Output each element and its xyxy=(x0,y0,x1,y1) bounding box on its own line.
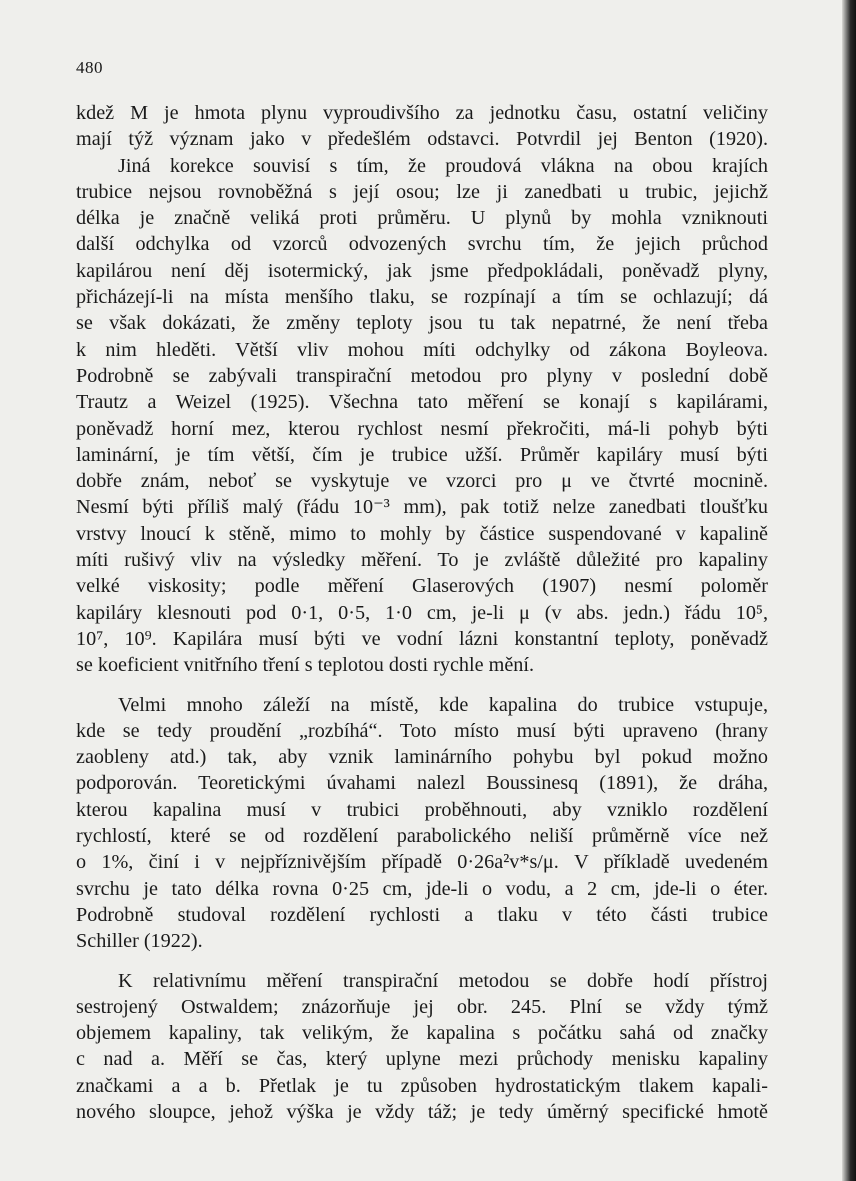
text-line: mají týž význam jako v předešlém odstavci. Potvrdil jej Benton (1920). xyxy=(76,128,768,151)
text-line: vrstvy lnoucí k stěně, mimo to mohly by částice suspendované v kapalině xyxy=(76,522,768,545)
paragraph-2 xyxy=(76,692,768,955)
text-line: 10⁷, 10⁹. Kapilára musí býti ve vodní lázni konstantní teploty, poněvadž xyxy=(76,627,768,650)
body-text xyxy=(76,100,768,1125)
text-line: sestrojený Ostwaldem; znázorňuje jej obr. 245. Plní se vždy týmž xyxy=(76,995,768,1018)
paragraph-gap xyxy=(76,679,768,692)
text-line: c nad a. Měří se čas, který uplyne mezi průchody menisku kapaliny xyxy=(76,1048,768,1071)
text-line: délka je značně veliká proti průměru. U plynů by mohla vzniknouti xyxy=(76,207,768,230)
text-line: objemem kapaliny, tak velikým, že kapalina s počátku sahá od značky xyxy=(76,1022,768,1045)
paragraph-1 xyxy=(76,100,768,679)
text-line: Velmi mnoho záleží na místě, kde kapalina do trubice vstupuje, xyxy=(118,693,768,716)
paragraph-gap xyxy=(76,955,768,968)
text-line: trubice nejsou rovnoběžná s její osou; lze ji zanedbati u trubic, jejichž xyxy=(76,180,768,203)
text-line: velké viskosity; podle měření Glaserových (1907) nesmí poloměr xyxy=(76,575,768,598)
text-line: K relativnímu měření transpirační metodou se dobře hodí přístroj xyxy=(118,969,768,992)
text-line: laminární, je tím větší, čím je trubice užší. Průměr kapiláry musí býti xyxy=(76,443,768,466)
text-line: dobře znám, neboť se vyskytuje ve vzorci pro μ ve čtvrté mocnině. xyxy=(76,470,768,493)
text-line: kapiláry klesnouti pod 0·1, 0·5, 1·0 cm, je-li μ (v abs. jedn.) řádu 10⁵, xyxy=(76,601,768,624)
text-line: zaobleny atd.) tak, aby vznik laminárního pohybu byl pokud možno xyxy=(76,746,768,769)
text-line: Podrobně studoval rozdělení rychlosti a tlaku v této části trubice xyxy=(76,903,768,926)
text-line: nového sloupce, jehož výška je vždy táž; je tedy úměrný specifické hmotě xyxy=(76,1100,768,1123)
text-line: Nesmí býti příliš malý (řádu 10⁻³ mm), pak totiž nelze zanedbati tloušťku xyxy=(76,496,768,519)
text-line: Schiller (1922). xyxy=(76,930,203,953)
text-line: kdež M je hmota plynu vyproudivšího za jednotku času, ostatní veličiny xyxy=(76,102,768,124)
text-line: přicházejí-li na místa menšího tlaku, se rozpínají a tím se ochlazují; dá xyxy=(76,286,768,309)
text-line: se však dokázati, že změny teploty jsou tu tak nepatrné, že není třeba xyxy=(76,312,768,335)
text-line: rychlostí, které se od rozdělení parabolického neliší průměrně více než xyxy=(76,825,768,848)
text-line: Podrobně se zabývali transpirační metodou pro plyny v poslední době xyxy=(76,364,768,387)
page-edge-shadow xyxy=(842,0,856,1181)
text-line: míti rušivý vliv na výsledky měření. To je zvláště důležité pro kapaliny xyxy=(76,549,768,572)
text-line: Jiná korekce souvisí s tím, že proudová vlákna na obou krajích xyxy=(118,154,768,177)
text-line: poněvadž horní mez, kterou rychlost nesmí překročiti, má-li pohyb býti xyxy=(76,417,768,440)
text-line: k nim hleděti. Větší vliv mohou míti odchylky od zákona Boyleova. xyxy=(76,338,768,361)
text-line: kde se tedy proudění „rozbíhá“. Toto místo musí býti upraveno (hrany xyxy=(76,719,768,742)
page-number: 480 xyxy=(76,58,103,77)
text-line: kapilárou není děj isotermický, jak jsme předpokládali, poněvadž plyny, xyxy=(76,259,768,282)
text-line: Trautz a Weizel (1925). Všechna tato měření se konají s kapilárami, xyxy=(76,391,768,414)
text-line: se koeficient vnitřního tření s teplotou dosti rychle mění. xyxy=(76,654,535,677)
text-line: kterou kapalina musí v trubici proběhnouti, aby vzniklo rozdělení xyxy=(76,798,768,821)
paragraph-3 xyxy=(76,968,768,1126)
text-line: svrchu je tato délka rovna 0·25 cm, jde-li o vodu, a 2 cm, jde-li o éter. xyxy=(76,877,768,900)
text-line: značkami a a b. Přetlak je tu způsoben hydrostatickým tlakem kapali- xyxy=(76,1074,768,1097)
text-line: další odchylka od vzorců odvozených svrchu tím, že jejich průchod xyxy=(76,233,768,256)
text-line: podporován. Teoretickými úvahami nalezl Boussinesq (1891), že dráha, xyxy=(76,772,768,795)
text-line: o 1%, činí i v nejpříznivějším případě 0·26a²v*s/μ. V příkladě uvedeném xyxy=(76,851,768,874)
